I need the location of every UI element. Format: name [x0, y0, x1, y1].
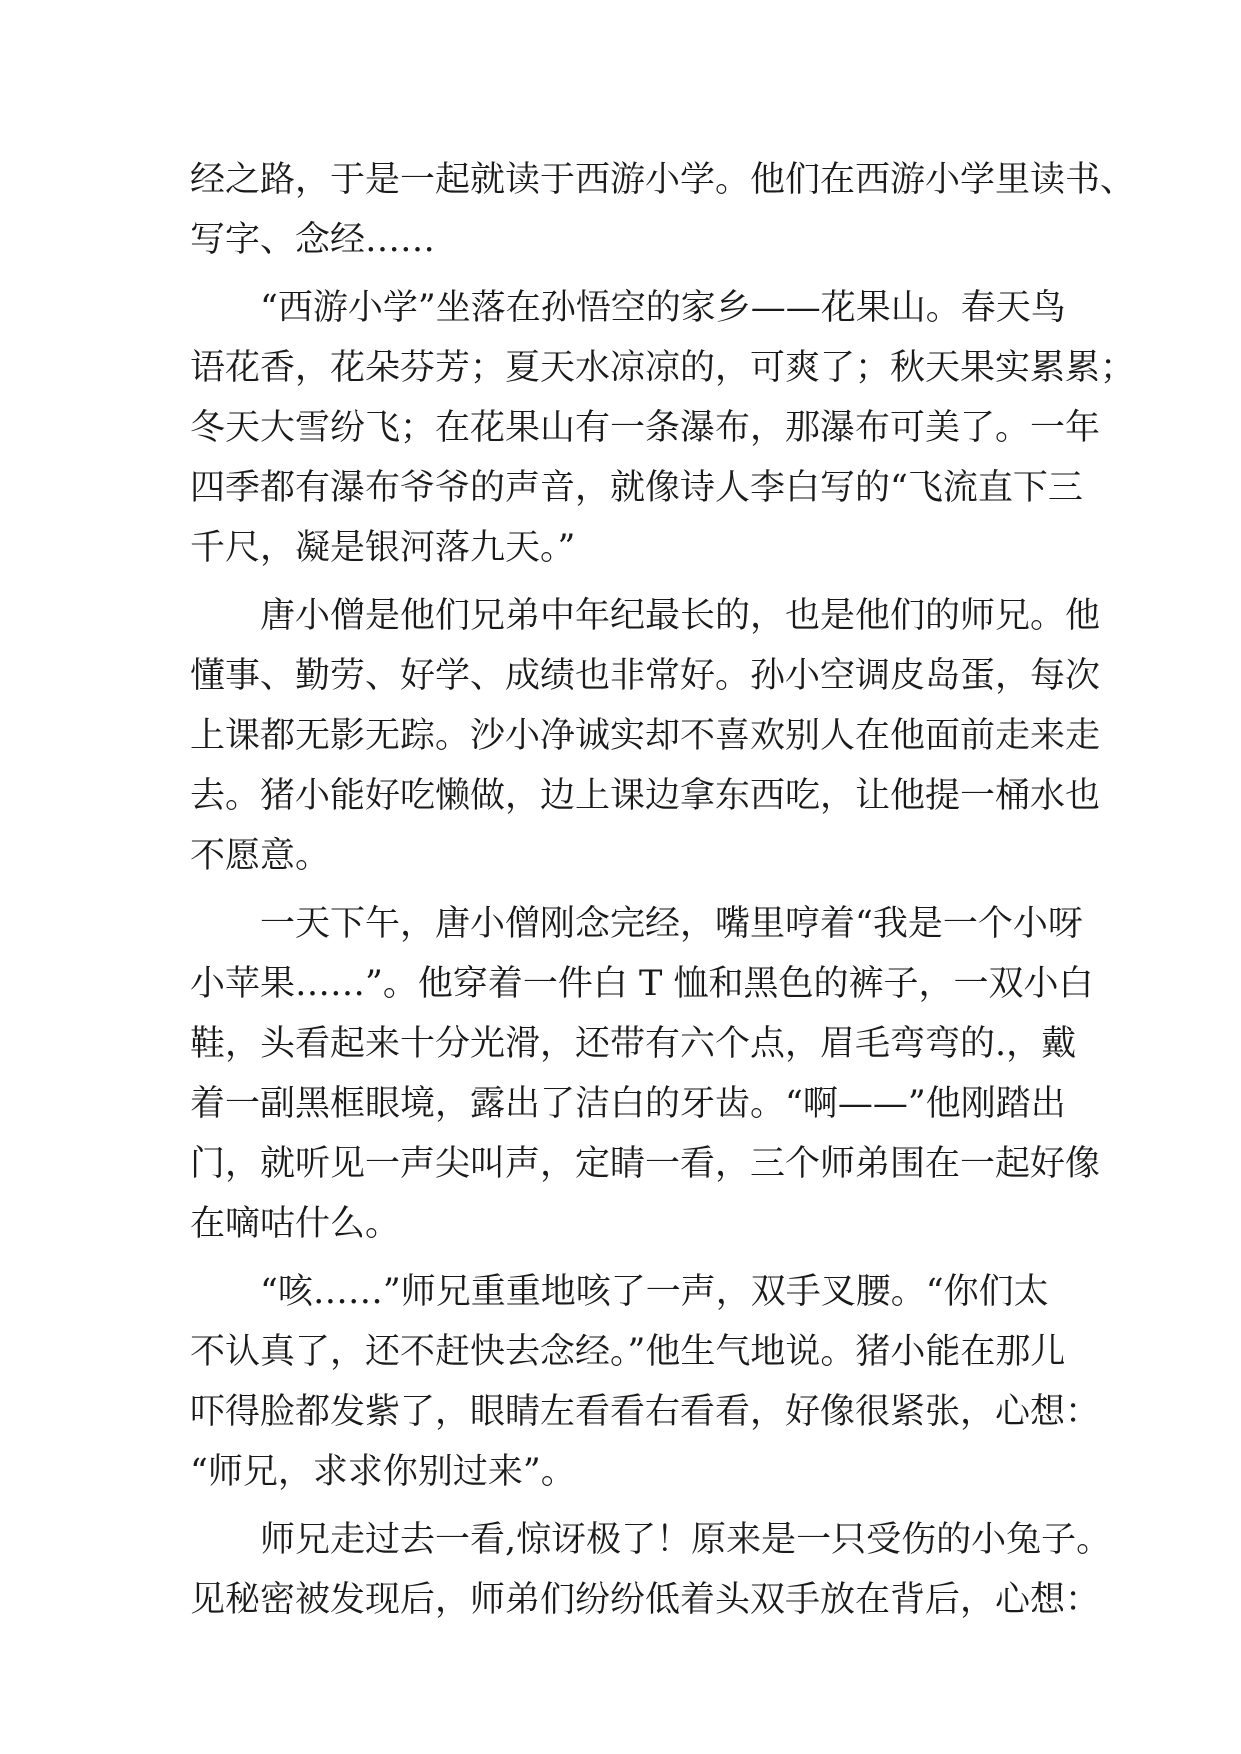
text-line: 门，就听见一声尖叫声，定睛一看，三个师弟围在一起好像 — [190, 1144, 1101, 1184]
text-line: 吓得脸都发紫了，眼睛左看看右看看，好像很紧张，心想： — [190, 1392, 1101, 1432]
text-line: 去。猪小能好吃懒做，边上课边拿东西吃，让他提一桶水也 — [190, 776, 1101, 816]
text-line: “师兄，求求你别过来”。 — [190, 1452, 576, 1492]
text-line: 语花香，花朵芬芳；夏天水凉凉的，可爽了；秋天果实累累； — [190, 348, 1136, 388]
text-line: 经之路，于是一起就读于西游小学。他们在西游小学里读书、 — [190, 160, 1136, 200]
text-line: 不认真了，还不赶快去念经。”他生气地说。猪小能在那儿 — [190, 1332, 1066, 1372]
text-line: 小苹果……”。他穿着一件白 T 恤和黑色的裤子，一双小白 — [190, 964, 1094, 1004]
text-line: 冬天大雪纷飞；在花果山有一条瀑布，那瀑布可美了。一年 — [190, 408, 1101, 448]
text-line: “西游小学”坐落在孙悟空的家乡——花果山。春天鸟 — [260, 288, 1066, 328]
text-line: 上课都无影无踪。沙小净诚实却不喜欢别人在他面前走来走 — [190, 716, 1101, 756]
text-line: 写字、念经…… — [190, 220, 436, 260]
text-line: 着一副黑框眼境，露出了洁白的牙齿。“啊——”他刚踏出 — [190, 1084, 1066, 1124]
text-line: 懂事、勤劳、好学、成绩也非常好。孙小空调皮岛蛋，每次 — [190, 656, 1101, 696]
text-line: 师兄走过去一看,惊讶极了！原来是一只受伤的小兔子。 — [260, 1520, 1112, 1560]
text-line: 不愿意。 — [190, 836, 331, 876]
text-line: 鞋，头看起来十分光滑，还带有六个点，眉毛弯弯的.，戴 — [190, 1024, 1077, 1064]
text-line: “咳……”师兄重重地咳了一声，双手叉腰。“你们太 — [260, 1272, 1049, 1312]
text-line: 四季都有瀑布爷爷的声音，就像诗人李白写的“飞流直下三 — [190, 468, 1083, 508]
text-line: 在嘀咕什么。 — [190, 1204, 401, 1244]
text-line: 千尺，凝是银河落九天。” — [190, 528, 576, 568]
document-page — [190, 150, 1136, 1630]
text-line: 见秘密被发现后，师弟们纷纷低着头双手放在背后，心想： — [190, 1580, 1101, 1620]
text-line: 一天下午，唐小僧刚念完经，嘴里哼着“我是一个小呀 — [260, 904, 1083, 944]
text-line: 唐小僧是他们兄弟中年纪最长的，也是他们的师兄。他 — [260, 596, 1101, 636]
